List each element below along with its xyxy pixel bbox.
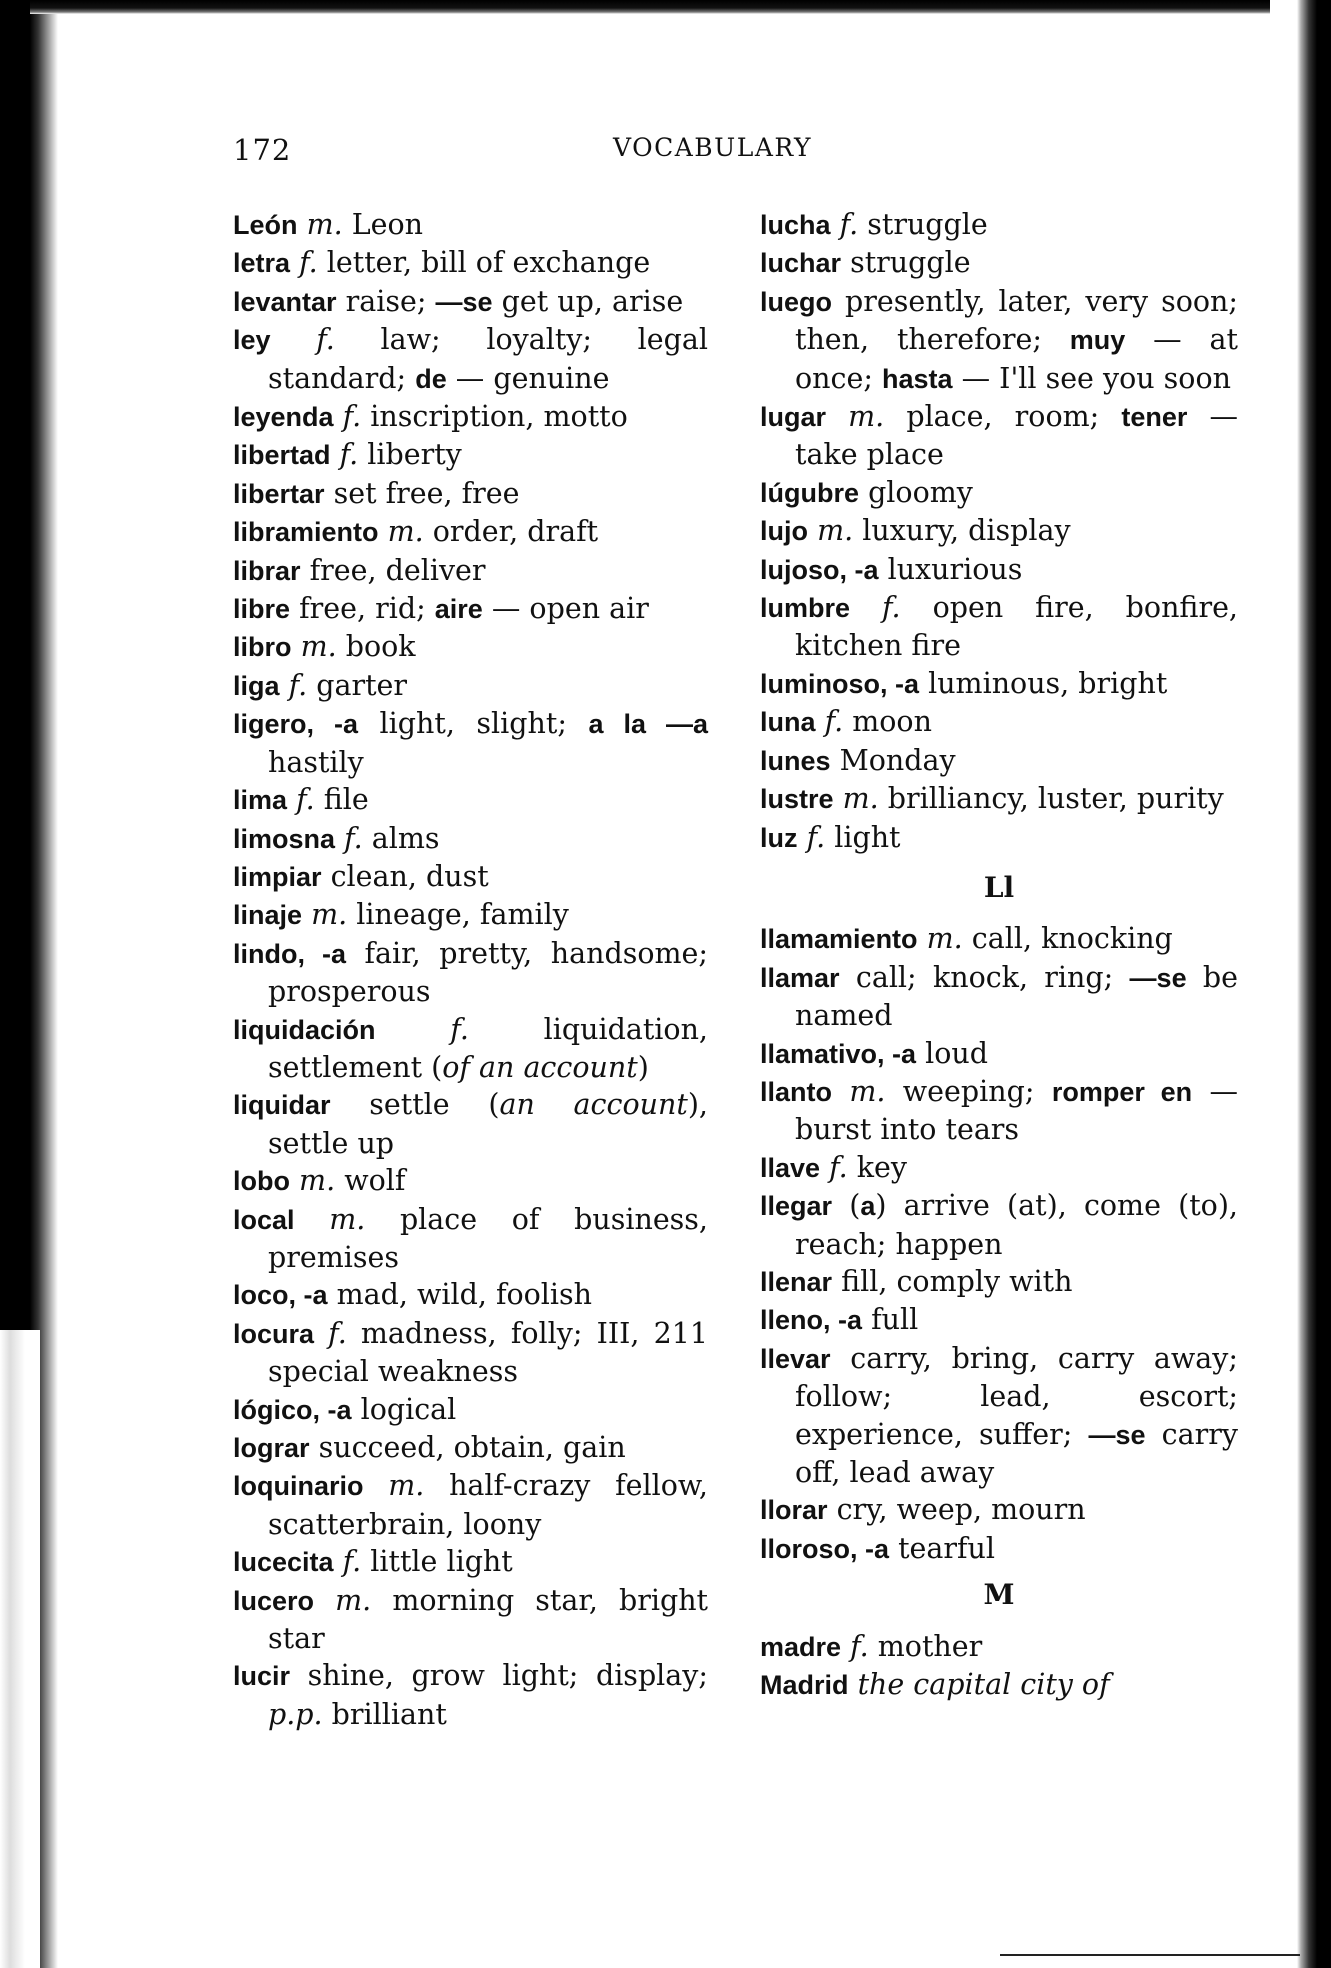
dictionary-entry: lugar m. place, room; tener — take place [760,400,1238,472]
scan-edge-top [30,0,1270,14]
dictionary-entry: loquinario m. half-crazy fellow, scatterbrain, loony [233,1469,708,1541]
dictionary-entry: madre f. mother [760,1629,983,1663]
dictionary-entry: libre free, rid; aire — open air [233,592,649,626]
dictionary-entry: lujo m. luxury, display [760,514,1071,548]
scan-edge-right [1297,0,1331,1968]
dictionary-entry: luz f. light [760,820,901,854]
dictionary-entry: lograr succeed, obtain, gain [233,1431,626,1464]
page-header [233,133,1233,173]
dictionary-entry: llamamiento m. call, knocking [760,922,1173,956]
page-number: 172 [233,133,292,167]
dictionary-entry: lúgubre gloomy [760,475,973,509]
dictionary-entry: Madrid the capital city of [760,1668,1110,1702]
dictionary-entry: libertar set free, free [233,476,520,510]
dictionary-entry: libertad f. liberty [233,438,462,472]
section-heading-ll: Ll [983,870,1015,904]
dictionary-entry: luchar struggle [760,246,971,280]
dictionary-entry: lunes Monday [760,743,956,777]
dictionary-entry: llamar call; knock, ring; —se be named [760,960,1238,1033]
section-heading-m: M [983,1578,1015,1612]
running-head: VOCABULARY [613,133,812,162]
dictionary-entry: leyenda f. inscription, motto [233,400,628,434]
dictionary-entry: lucir shine, grow light; display; p.p. brilliant [233,1659,708,1731]
right-column [760,206,1238,1704]
dictionary-entry: llanto m. weeping; romper en — burst into tears [760,1074,1238,1147]
dictionary-entry: lindo, -a fair, pretty, handsome; prosperous [233,936,708,1009]
dictionary-entry: lobo m. wolf [233,1164,406,1198]
dictionary-entry: liquidar settle (an account), settle up [233,1088,708,1160]
dictionary-entry: letra f. letter, bill of exchange [233,246,651,280]
scan-edge-left-lower [0,1330,40,1968]
dictionary-entry: librar free, deliver [233,553,486,587]
dictionary-entry: lucero m. morning star, bright star [233,1583,709,1656]
left-column [233,206,708,1733]
dictionary-entry: lumbre f. open fire, bonfire, kitchen fire [760,591,1238,663]
dictionary-entry: lucha f. struggle [760,208,988,241]
dictionary-entry: lucecita f. little light [233,1545,513,1579]
dictionary-entry: luminoso, -a luminous, bright [760,666,1168,700]
dictionary-entry: llevar carry, bring, carry away; follow; lead, escort; experience, suffer; —se carry off, lead away [760,1341,1239,1489]
dictionary-entry: lujoso, -a luxurious [760,552,1023,586]
dictionary-entry: liga f. garter [233,668,408,702]
dictionary-entry: lloroso, -a tearful [760,1531,996,1565]
dictionary-entry: llave f. key [760,1150,908,1184]
dictionary-entry: llenar fill, comply with [760,1264,1073,1298]
dictionary-entry: levantar raise; —se get up, arise [233,284,684,318]
dictionary-entry: libro m. book [233,630,416,664]
dictionary-entry: lustre m. brilliancy, luster, purity [760,782,1224,816]
dictionary-entry: ligero, -a light, slight; a la —a hastily [233,707,708,779]
dictionary-entry: libramiento m. order, draft [233,515,599,549]
dictionary-entry: lógico, -a logical [233,1392,457,1426]
dictionary-entry: León m. Leon [233,208,424,241]
dictionary-entry: lima f. file [233,783,369,817]
dictionary-entry: luna f. moon [760,705,932,739]
dictionary-entry: limpiar clean, dust [233,859,489,893]
dictionary-entry: locura f. madness, folly; III, 211 special weakness [233,1316,708,1389]
dictionary-entry: llamativo, -a loud [760,1036,988,1070]
dictionary-entry: llorar cry, weep, mourn [760,1493,1086,1527]
dictionary-entry: linaje m. lineage, family [233,898,569,932]
dictionary-entry: local m. place of business, premises [233,1202,708,1274]
dictionary-entry: luego presently, later, very soon; then, therefore; muy — at once; hasta — I'll see you soon [760,284,1238,395]
dictionary-entry: loco, -a mad, wild, foolish [233,1278,593,1312]
dictionary-entry: limosna f. alms [233,821,440,855]
dictionary-entry: ley f. law; loyalty; legal standard; de — genuine [233,323,709,395]
dictionary-entry: liquidación f. liquidation, settlement (of an account) [233,1012,708,1084]
dictionary-entry: lleno, -a full [760,1303,919,1337]
dictionary-entry: llegar (a) arrive (at), come (to), reach; happen [760,1189,1238,1261]
scan-edge-bottom [1000,1954,1300,1956]
